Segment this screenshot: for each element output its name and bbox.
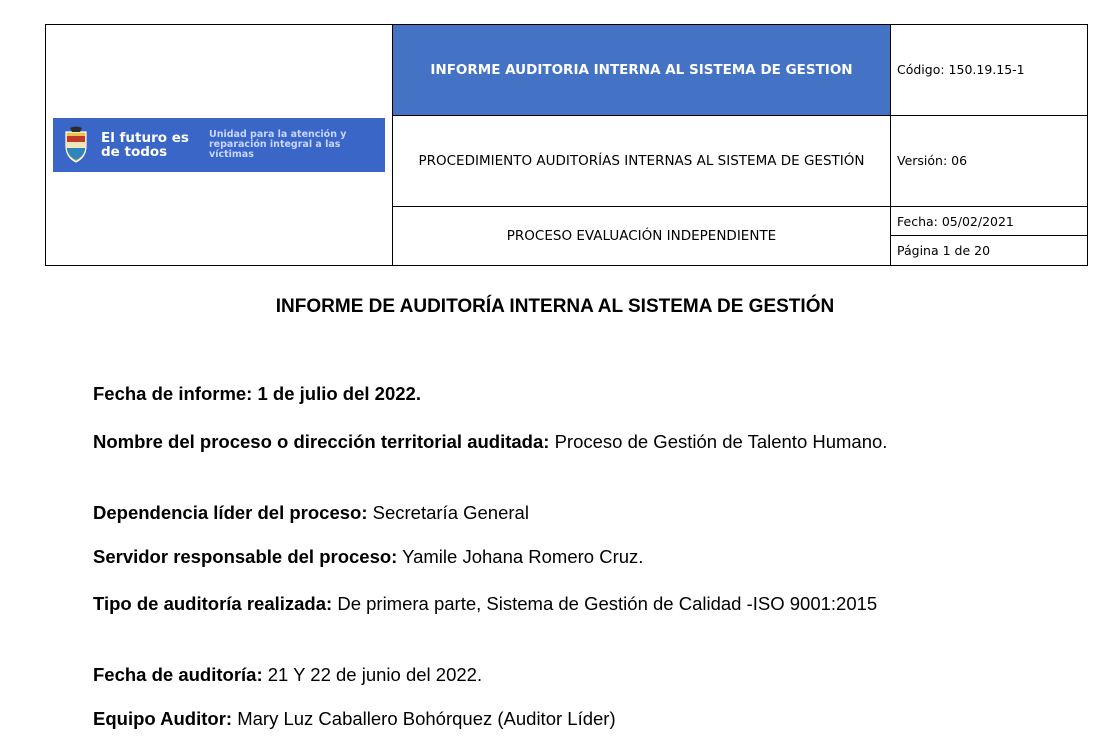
logo-sub-text: Unidad para la atención y reparación integral a las víctimas — [209, 129, 347, 160]
field-value: Mary Luz Caballero Bohórquez (Auditor Líder) — [232, 708, 616, 729]
lead-dependency-field — [93, 502, 1031, 524]
process-name-field — [93, 431, 1031, 453]
coat-of-arms-icon — [61, 126, 91, 164]
field-value: 21 Y 22 de junio del 2022. — [262, 664, 483, 685]
institution-logo — [53, 118, 385, 172]
field-value: Proceso de Gestión de Talento Humano. — [549, 431, 888, 452]
procedure-name: PROCEDIMIENTO AUDITORÍAS INTERNAS AL SISTEMA DE GESTIÓN — [393, 115, 891, 206]
audit-type-field — [93, 593, 1031, 615]
logo-main-text: El futuro es de todos — [101, 130, 189, 160]
report-date-field — [93, 383, 1031, 405]
document-header-table — [45, 24, 1088, 266]
document-code: Código: 150.19.15-1 — [891, 25, 1088, 116]
field-label: Nombre del proceso o dirección territorial auditada: — [93, 431, 550, 452]
field-label: Equipo Auditor: — [93, 708, 233, 729]
page-number: Página 1 de 20 — [891, 236, 1088, 266]
field-label: Fecha de auditoría: — [93, 664, 263, 685]
logo-cell — [46, 25, 393, 266]
responsible-servant-field — [93, 546, 1031, 568]
document-version: Versión: 06 — [891, 115, 1088, 206]
document-date: Fecha: 05/02/2021 — [891, 206, 1088, 236]
field-value: De primera parte, Sistema de Gestión de Calidad -ISO 9001:2015 — [332, 593, 878, 614]
field-label: Tipo de auditoría realizada: — [93, 593, 333, 614]
header-title: INFORME AUDITORIA INTERNA AL SISTEMA DE GESTION — [393, 25, 891, 116]
field-value: 1 de julio del 2022. — [252, 383, 421, 404]
audit-team-field — [93, 708, 1031, 730]
document-title: INFORME DE AUDITORÍA INTERNA AL SISTEMA DE GESTIÓN — [275, 296, 835, 317]
field-label: Dependencia líder del proceso: — [93, 502, 368, 523]
field-value: Yamile Johana Romero Cruz. — [397, 546, 644, 567]
field-label: Servidor responsable del proceso: — [93, 546, 398, 567]
field-value: Secretaría General — [367, 502, 529, 523]
process-name: PROCESO EVALUACIÓN INDEPENDIENTE — [393, 206, 891, 265]
audit-date-field — [93, 664, 1031, 686]
field-label: Fecha de informe: — [93, 383, 253, 404]
